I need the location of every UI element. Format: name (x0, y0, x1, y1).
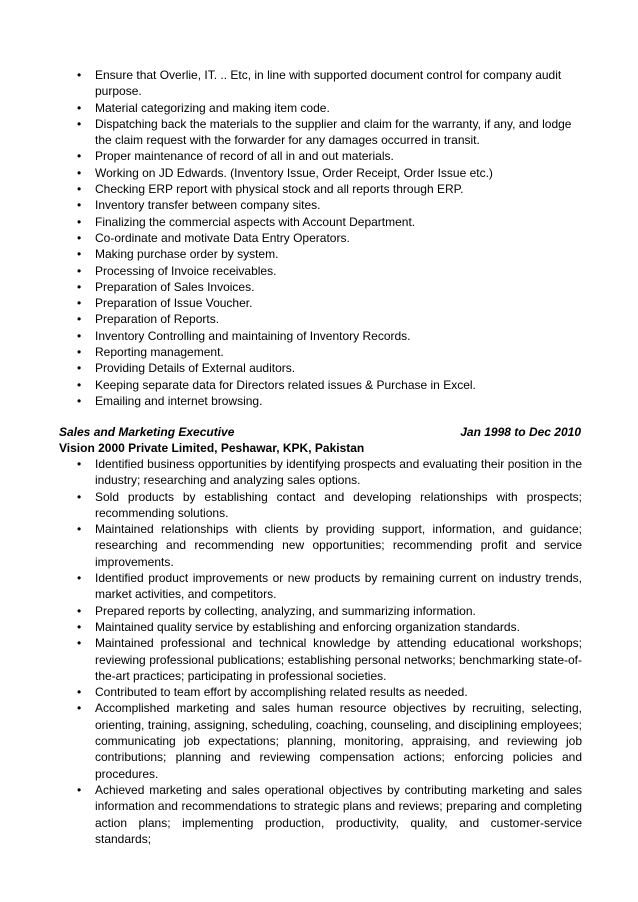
company-name: Vision 2000 Private Limited, Peshawar, KPK, Pakistan (59, 441, 365, 455)
list-item: • Processing of Invoice receivables. (77, 263, 582, 279)
list-item: • Ensure that Overlie, IT. .. Etc, in line with supported document control for company audit purpose. (77, 67, 582, 100)
job-title-row (59, 424, 581, 440)
list-item: • Co-ordinate and motivate Data Entry Operators. (77, 230, 582, 246)
list-item: • Keeping separate data for Directors related issues & Purchase in Excel. (77, 377, 582, 393)
job-title: Sales and Marketing Executive (59, 425, 235, 439)
list-item: • Making purchase order by system. (77, 246, 582, 262)
job-responsibilities-list (77, 456, 582, 847)
list-item: • Achieved marketing and sales operational objectives by contributing marketing and sales information and recommendations to strategic plans and reviews; preparing and completing action plans; implementing production, productivity, quality, and customer-service standards; (77, 782, 582, 847)
list-item: • Proper maintenance of record of all in and out materials. (77, 148, 582, 164)
list-item: • Preparation of Issue Voucher. (77, 295, 582, 311)
list-item: • Maintained quality service by establishing and enforcing organization standards. (77, 619, 582, 635)
list-item: • Preparation of Sales Invoices. (77, 279, 582, 295)
list-item: • Providing Details of External auditors. (77, 360, 582, 376)
list-item: • Reporting management. (77, 344, 582, 360)
list-item: • Identified product improvements or new products by remaining current on industry trends, market activities, and competitors. (77, 570, 582, 603)
list-item: • Inventory transfer between company sites. (77, 197, 582, 213)
list-item: • Finalizing the commercial aspects with Account Department. (77, 214, 582, 230)
list-item: • Maintained relationships with clients by providing support, information, and guidance; researching and recommending new opportunities; recommending profit and service improvements. (77, 521, 582, 570)
list-item: • Maintained professional and technical knowledge by attending educational workshops; reviewing professional publications; establishing personal networks; benchmarking state-of-the-art practices; participating in professional societies. (77, 635, 582, 684)
list-item: • Material categorizing and making item code. (77, 100, 582, 116)
job-dates: Jan 1998 to Dec 2010 (460, 425, 581, 439)
previous-responsibilities-list (77, 67, 582, 409)
list-item: • Checking ERP report with physical stock and all reports through ERP. (77, 181, 582, 197)
list-item: • Inventory Controlling and maintaining of Inventory Records. (77, 328, 582, 344)
list-item: • Accomplished marketing and sales human resource objectives by recruiting, selecting, orienting, training, assigning, scheduling, coaching, counseling, and disciplining employees; communicating job expectations; planning, monitoring, appraising, and reviewing job contributions; planning and reviewing compensation actions; enforcing policies and procedures. (77, 700, 582, 781)
list-item: • Prepared reports by collecting, analyzing, and summarizing information. (77, 603, 582, 619)
list-item: • Sold products by establishing contact and developing relationships with prospects; recommending solutions. (77, 489, 582, 522)
list-item: • Dispatching back the materials to the supplier and claim for the warranty, if any, and lodge the claim request with the forwarder for any damages occurred in transit. (77, 116, 582, 149)
list-item: • Identified business opportunities by identifying prospects and evaluating their position in the industry; researching and analyzing sales options. (77, 456, 582, 489)
list-item: • Contributed to team effort by accomplishing related results as needed. (77, 684, 582, 700)
list-item: • Emailing and internet browsing. (77, 393, 582, 409)
list-item: • Working on JD Edwards. (Inventory Issue, Order Receipt, Order Issue etc.) (77, 165, 582, 181)
list-item: • Preparation of Reports. (77, 311, 582, 327)
